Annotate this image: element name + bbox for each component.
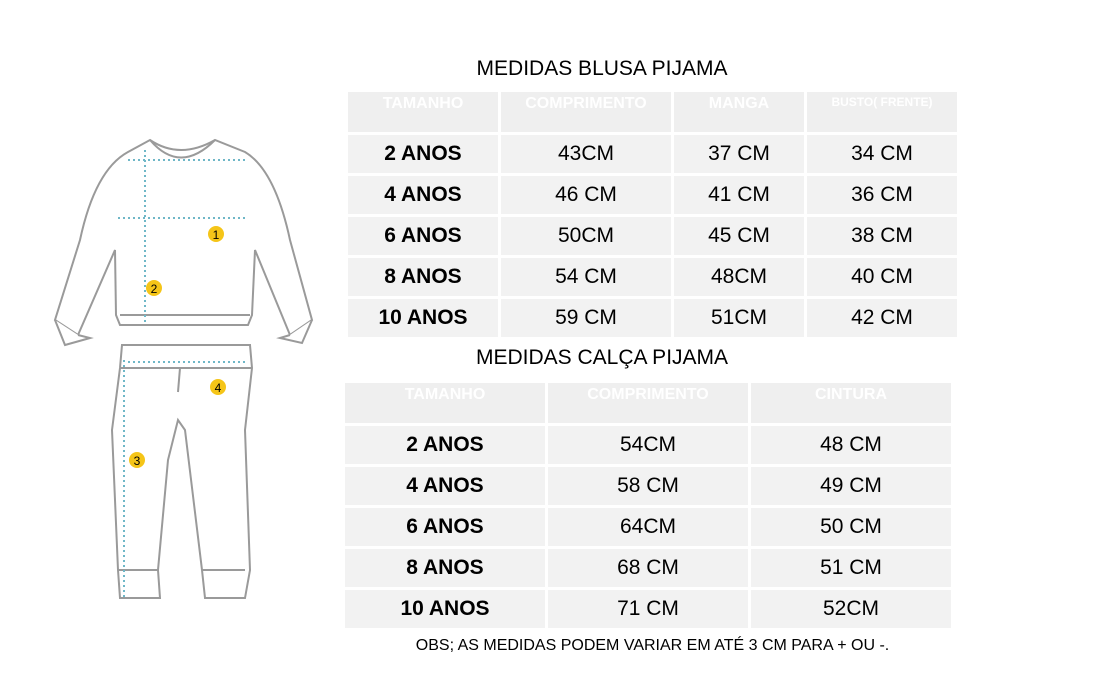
- length-cell: 54CM: [548, 426, 748, 464]
- table-row: [348, 176, 957, 214]
- column-header: BUSTO( FRENTE): [807, 92, 957, 132]
- size-cell: 2 ANOS: [348, 135, 498, 173]
- size-cell: 10 ANOS: [348, 299, 498, 337]
- size-cell: 10 ANOS: [345, 590, 545, 628]
- measurement-note: OBS; AS MEDIDAS PODEM VARIAR EM ATÉ 3 CM PARA + OU -.: [415, 637, 890, 654]
- length-cell: 50CM: [501, 217, 671, 255]
- waist-cell: 52CM: [751, 590, 951, 628]
- waist-cell: 49 CM: [751, 467, 951, 505]
- marker-2-icon: [146, 280, 162, 296]
- waist-cell: 48 CM: [751, 426, 951, 464]
- size-cell: 8 ANOS: [348, 258, 498, 296]
- table-row: [345, 590, 951, 628]
- table-row: [348, 135, 957, 173]
- sleeve-cell: 37 CM: [674, 135, 804, 173]
- size-cell: 2 ANOS: [345, 426, 545, 464]
- bust-cell: 34 CM: [807, 135, 957, 173]
- blusa-title: MEDIDAS BLUSA PIJAMA: [476, 57, 728, 80]
- column-header: CINTURA: [751, 383, 951, 423]
- table-row: [345, 467, 951, 505]
- marker-1-icon: [208, 226, 224, 242]
- length-cell: 64CM: [548, 508, 748, 546]
- table-row: [345, 508, 951, 546]
- calca-size-table: [342, 380, 954, 631]
- length-cell: 68 CM: [548, 549, 748, 587]
- sleeve-cell: 45 CM: [674, 217, 804, 255]
- bust-cell: 38 CM: [807, 217, 957, 255]
- marker-3-icon: [129, 452, 145, 468]
- table-header-row: [348, 92, 957, 132]
- column-header: TAMANHO: [348, 92, 498, 132]
- calca-title: MEDIDAS CALÇA PIJAMA: [475, 346, 729, 369]
- table-row: [345, 426, 951, 464]
- sleeve-cell: 51CM: [674, 299, 804, 337]
- marker-4-icon: [210, 379, 226, 395]
- length-cell: 43CM: [501, 135, 671, 173]
- pajama-illustration: [40, 130, 325, 610]
- sleeve-cell: 41 CM: [674, 176, 804, 214]
- waist-cell: 51 CM: [751, 549, 951, 587]
- length-cell: 46 CM: [501, 176, 671, 214]
- length-cell: 71 CM: [548, 590, 748, 628]
- blusa-size-table: [345, 89, 960, 340]
- length-cell: 54 CM: [501, 258, 671, 296]
- size-cell: 6 ANOS: [345, 508, 545, 546]
- column-header: TAMANHO: [345, 383, 545, 423]
- size-cell: 6 ANOS: [348, 217, 498, 255]
- column-header: COMPRIMENTO: [548, 383, 748, 423]
- size-cell: 4 ANOS: [348, 176, 498, 214]
- table-row: [345, 549, 951, 587]
- svg-text:4: 4: [214, 381, 222, 395]
- table-header-row: [345, 383, 951, 423]
- pants-drawing: [112, 345, 252, 598]
- table-row: [348, 299, 957, 337]
- size-cell: 4 ANOS: [345, 467, 545, 505]
- bust-cell: 42 CM: [807, 299, 957, 337]
- table-row: [348, 258, 957, 296]
- column-header: COMPRIMENTO: [501, 92, 671, 132]
- sweatshirt-drawing: [55, 140, 312, 345]
- size-cell: 8 ANOS: [345, 549, 545, 587]
- length-cell: 58 CM: [548, 467, 748, 505]
- svg-text:1: 1: [212, 228, 220, 242]
- bust-cell: 36 CM: [807, 176, 957, 214]
- bust-cell: 40 CM: [807, 258, 957, 296]
- length-cell: 59 CM: [501, 299, 671, 337]
- column-header: MANGA: [674, 92, 804, 132]
- table-row: [348, 217, 957, 255]
- svg-text:3: 3: [133, 454, 141, 468]
- svg-text:2: 2: [150, 282, 158, 296]
- sleeve-cell: 48CM: [674, 258, 804, 296]
- waist-cell: 50 CM: [751, 508, 951, 546]
